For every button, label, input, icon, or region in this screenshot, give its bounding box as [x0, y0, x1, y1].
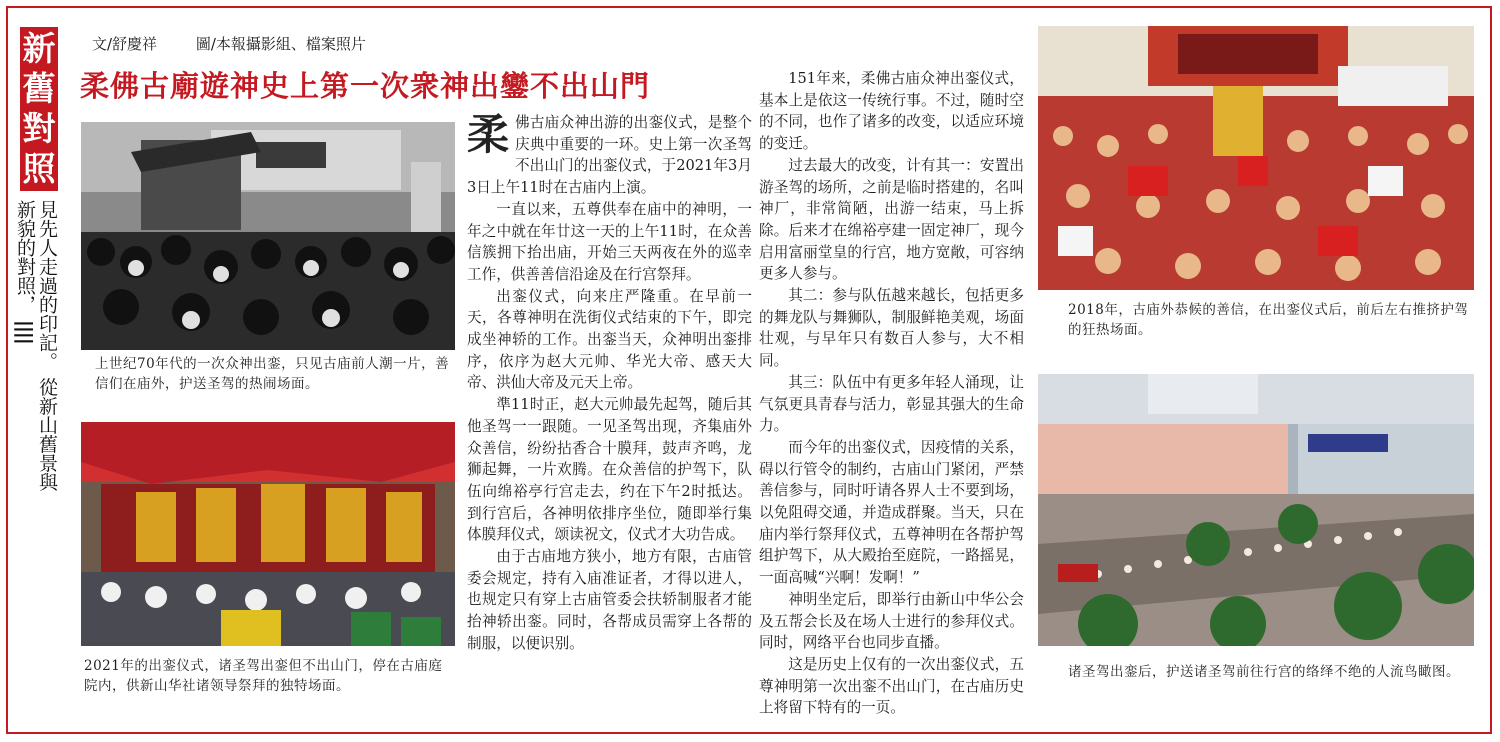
article-paragraph: 其三：队伍中有更多年轻人涌现，让气氛更具青春与活力，彰显其强大的生命力。 [759, 373, 1024, 435]
article-paragraph: 柔佛古庙众神出游的出銮仪式，是整个庆典中重要的一环。史上第一次圣驾不出山门的出銮仪式，于2021年3月3日上午11时在古庙内上演。 [467, 110, 752, 197]
byline-photo: 圖/本報攝影組、檔案照片 [195, 35, 366, 53]
article-paragraph: 过去最大的改变，计有其一：安置出游圣驾的场所，之前是临时搭建的，名叫神厂，非常简陋，出游一结束，马上拆除。后来才在绵裕亭建一固定神厂，现今启用富丽堂皇的行宫，地方宽敞，可容纳更多人参与。 [759, 156, 1024, 283]
subtitle-line-1: 見先人走過的印記。 [36, 200, 58, 371]
photo-1970s-procession [81, 122, 455, 350]
photo-2-caption: 2021年的出銮仪式，诸圣驾出銮但不出山门，停在古庙庭院内，供新山华社诸领导祭拜的独特场面。 [84, 658, 443, 694]
article-paragraph: 神明坐定后，即举行由新山中华公会及五帮会长及在场人士进行的参拜仪式。同时，网络平台也同步直播。 [759, 590, 1024, 652]
byline [92, 33, 400, 54]
subtitle-dash: |||| [14, 320, 36, 344]
headline: 柔佛古廟遊神史上第一次衆神出鑾不出山門 [80, 69, 651, 103]
article-paragraph: 151年来，柔佛古庙众神出銮仪式，基本上是依这一传统行事。不过，随时空的不同，也作了诸多的改变，以适应环境的变迁。 [759, 70, 1024, 153]
photo-3-caption: 2018年，古庙外恭候的善信，在出銮仪式后，前后左右推挤护驾的狂热场面。 [1068, 302, 1469, 338]
photo-2021-courtyard [81, 422, 455, 646]
brand-char: 照 [22, 149, 56, 188]
brand-char: 對 [22, 109, 56, 148]
brand-char: 舊 [22, 69, 56, 108]
article-paragraph: 準11时正，赵大元帅最先起驾，随后其他圣驾一一跟随。一见圣驾出现，齐集庙外众善信，纷纷拈香合十膜拜，鼓声齐鸣，龙狮起舞，一片欢腾。在众善信的护驾下，队伍向绵裕亭行宫走去，约在下午2时抵达。到行宫后，各神明依排序坐位，随即举行集体膜拜仪式，颂读祝文，仪式才大功告成。 [467, 396, 752, 544]
section-subtitle [14, 200, 58, 500]
brand-char: 新 [22, 29, 56, 68]
section-brand [20, 27, 58, 191]
photo-2018-crowd [1038, 26, 1474, 290]
article-paragraph: 出銮仪式，向来庄严隆重。在早前一天，各尊神明在洗街仪式结束的下午，即完成坐神轿的工作。出銮当天，众神明出銮排序，依序为赵大元帅、华光大帝、感天大帝、洪仙大帝及元天上帝。 [467, 287, 752, 392]
article-paragraph: 其二：参与队伍越来越长，包括更多的舞龙队与舞狮队，制服鲜艳美观，场面壮观，与早年只有数百人参与，大不相同。 [759, 287, 1024, 370]
photo-4-caption: 诸圣驾出銮后，护送诸圣驾前往行宫的络绎不绝的人流鸟瞰图。 [1068, 664, 1460, 680]
byline-author: 文/舒慶祥 [92, 35, 158, 53]
article-column-2 [759, 68, 1024, 719]
subtitle-line-2: 從新山舊景與新貌的對照， [14, 200, 58, 492]
article-column-1 [467, 112, 752, 655]
article-paragraph: 而今年的出銮仪式，因疫情的关系，碍以行管令的制约，古庙山门紧闭，严禁善信参与，同时吁请各界人士不要到场，以免阻碍交通，并造成群聚。当天，只在庙内举行祭拜仪式，五尊神明在各帮护驾组护驾下，从大殿抬至庭院，一路摇晃，一面高喊“兴啊！发啊！” [759, 438, 1024, 587]
photo-1-caption: 上世纪70年代的一次众神出銮，只见古庙前人潮一片，善信们在庙外，护送圣驾的热闹场面。 [95, 356, 450, 392]
drop-cap: 柔 [467, 110, 510, 159]
article-paragraph: 由于古庙地方狭小，地方有限，古庙管委会规定，持有入庙准证者，才得以进人，也规定只有穿上古庙管委会扶轿制服者才能抬神轿出銮。同时，各帮成员需穿上各帮的制服，以便识别。 [467, 548, 752, 652]
article-paragraph: 一直以来，五尊供奉在庙中的神明，一年之中就在年廿这一天的上午11时，在众善信簇拥下抬出庙，开始三天两夜在外的巡幸工作，供善善信沿途及在行宫祭拜。 [467, 200, 752, 283]
photo-aerial-procession [1038, 374, 1474, 646]
article-paragraph: 这是历史上仅有的一次出銮仪式，五尊神明第一次出銮不出山门，在古庙历史上将留下特有的一页。 [759, 655, 1024, 717]
